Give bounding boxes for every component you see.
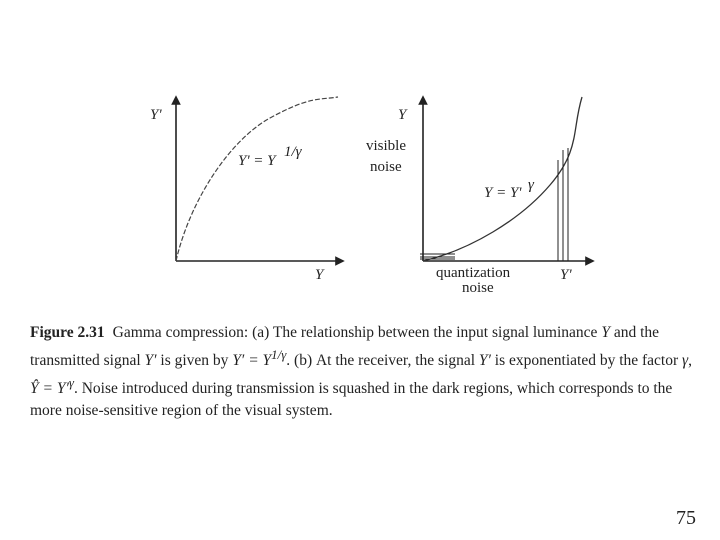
panel-b-curve-exponent: γ <box>528 177 534 193</box>
caption-text-4: . (b) At the receiver, the signal <box>286 352 479 370</box>
caption-text-7: . Noise introduced during transmission is squashed in the dark regions, which corresponds to the more noise-sensitive region of the visual system. <box>30 380 673 420</box>
caption-equation-2-exponent: γ <box>68 375 74 391</box>
caption-text-2: and the transmitted signal <box>30 324 660 370</box>
page-number: 75 <box>676 507 696 529</box>
quantization-label: quantization <box>436 265 511 281</box>
caption-text-1: Gamma compression: (a) The relationship between the input signal luminance <box>112 324 602 341</box>
caption-equation-2: Ŷ = Y′ <box>30 380 69 398</box>
panel-a-x-axis-label: Y <box>315 267 324 283</box>
caption-gamma: γ <box>682 352 689 370</box>
visible-noise-label: noise <box>370 159 402 175</box>
panel-a <box>150 97 340 283</box>
panel-a-y-axis-label: Y' <box>150 107 162 123</box>
caption-text-6: , <box>688 352 693 370</box>
panel-b <box>366 97 590 296</box>
quantization-noise-label: noise <box>462 280 494 296</box>
figure-caption <box>30 322 698 422</box>
caption-var-y: Y <box>601 324 610 341</box>
panel-b-curve-label: Y = Y' <box>484 185 522 201</box>
panel-a-curve <box>176 97 338 261</box>
panel-b-x-axis-label: Y' <box>560 267 572 283</box>
caption-equation-1: Y′ = Y <box>232 352 272 370</box>
caption-var-y-prime-2: Y′ <box>478 352 491 370</box>
panel-a-curve-exponent: 1/γ <box>284 144 302 160</box>
panel-b-y-axis-label: Y <box>398 107 407 123</box>
caption-text-3: is given by <box>156 352 233 370</box>
figure-number: Figure 2.31 <box>30 324 105 341</box>
caption-equation-1-exponent: 1/γ <box>271 347 287 362</box>
caption-text-5: is exponentiated by the factor <box>490 352 683 370</box>
visible-label: visible <box>366 138 406 154</box>
caption-var-y-prime: Y′ <box>144 352 157 370</box>
panel-a-curve-label: Y' = Y <box>238 153 276 169</box>
